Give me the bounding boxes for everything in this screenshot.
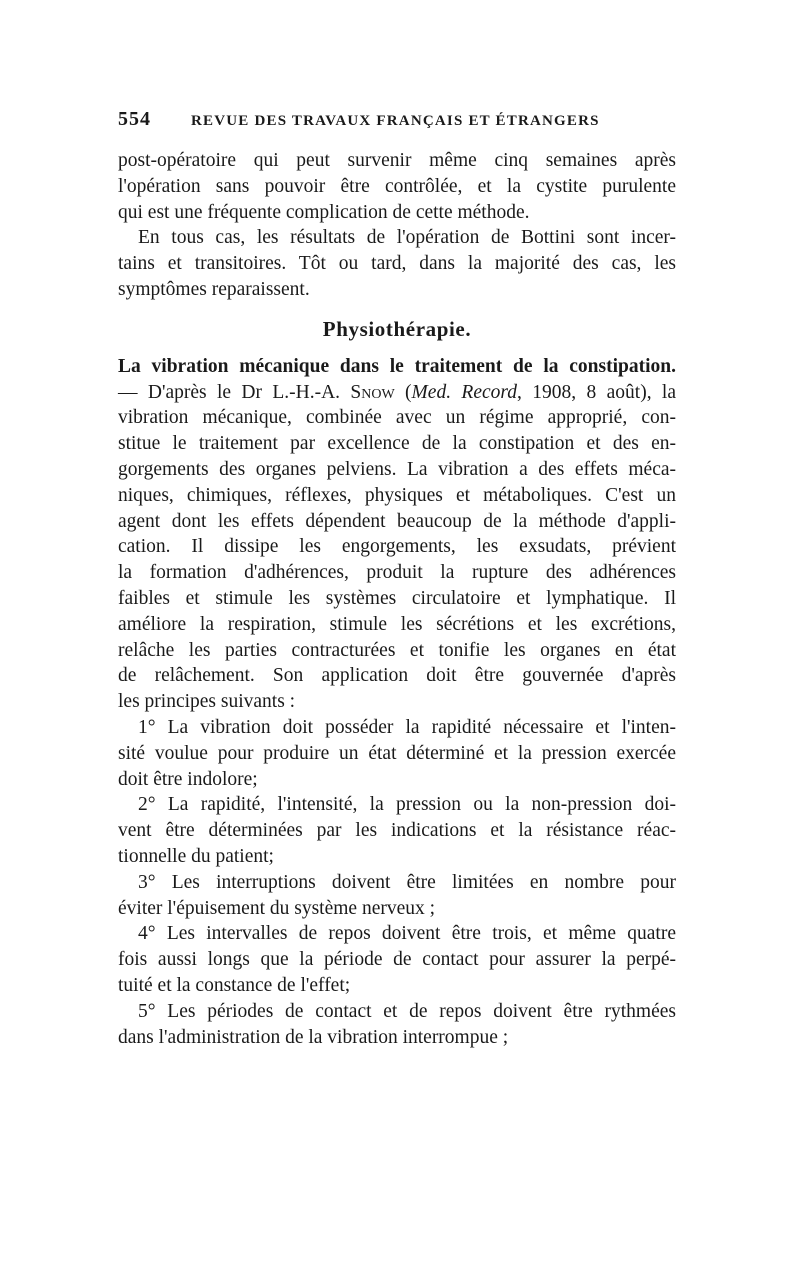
text-line: stitue le traitement par excellence de la constipation et des en- [118,433,676,455]
author-name: Snow [350,381,395,403]
text-line: 5° Les périodes de contact et de repos doivent être rythmées [138,1000,676,1022]
text-line: niques, chimiques, réflexes, physiques et métaboliques. C'est un [118,484,676,506]
text-line: faibles et stimule les systèmes circulatoire et lymphatique. Il [118,587,676,609]
citation-suffix: , 1908, 8 août), la [517,381,676,403]
text-line: symptômes reparaissent. [118,278,310,300]
text-line: tuité et la constance de l'effet; [118,974,351,996]
text-line: améliore la respiration, stimule les sécrétions et les excrétions, [118,613,676,635]
text-line: la formation d'adhérences, produit la rupture des adhérences [118,562,676,584]
text-line: cation. Il dissipe les engorgements, les exsudats, prévient [118,536,676,558]
citation-prefix: — D'après le Dr L.-H.-A. [118,381,351,403]
principle-2 [118,792,676,869]
text-line: vibration mécanique, combinée avec un régime approprié, con- [118,407,676,429]
text-line: 2° La rapidité, l'intensité, la pression ou la non-pression doi- [138,794,676,816]
article-title: La vibration mécanique dans le traitement de la constipation. [118,355,676,377]
text-line: éviter l'épuisement du système nerveux ; [118,897,436,919]
page [118,108,676,1050]
text-line: l'opération sans pouvoir être contrôlée, et la cystite purulente [118,175,676,197]
text-line: relâche les parties contracturées et tonifie les organes en état [118,639,676,661]
text-line: En tous cas, les résultats de l'opération de Bottini sont incer- [138,227,676,249]
principle-5 [118,999,676,1051]
text-line: 1° La vibration doit posséder la rapidité nécessaire et l'inten- [138,716,676,738]
text-line: dans l'administration de la vibration interrompue ; [118,1026,509,1048]
second-paragraph [118,225,676,302]
page-number: 554 [118,108,151,130]
text-line: qui est une fréquente complication de cette méthode. [118,201,530,223]
text-line: agent dont les effets dépendent beaucoup de la méthode d'appli- [118,510,676,532]
text-line: doit être indolore; [118,768,258,790]
text-line: gorgements des organes pelviens. La vibration a des effets méca- [118,458,676,480]
principle-4 [118,921,676,998]
text-line: de relâchement. Son application doit être gouvernée d'après [118,665,676,687]
text-line: fois aussi longs que la période de contact pour assurer la perpé- [118,949,676,971]
text-line: post-opératoire qui peut survenir même cinq semaines après [118,150,676,171]
principle-3 [118,870,676,922]
page-header [118,108,676,148]
principle-1 [118,715,676,792]
article-citation-line [118,380,676,406]
text-line: les principes suivants : [118,691,296,713]
text-line: 3° Les interruptions doivent être limitées en nombre pour [138,871,676,893]
text-line: 4° Les intervalles de repos doivent être trois, et même quatre [138,923,676,945]
text-line: sité voulue pour produire un état déterminé et la pression exercée [118,742,676,764]
section-title: Physiothérapie. [322,316,472,341]
text-line: tains et transitoires. Tôt ou tard, dans la majorité des cas, les [118,253,676,275]
running-head: REVUE DES TRAVAUX FRANÇAIS ET ÉTRANGERS [191,113,600,129]
text-line: tionnelle du patient; [118,845,274,867]
citation-mid: ( [394,381,412,403]
journal-name: Med. Record [411,381,518,403]
text-line: vent être déterminées par les indications et la résistance réac- [118,820,676,842]
article-paragraph [118,354,676,715]
intro-paragraph [118,148,676,225]
